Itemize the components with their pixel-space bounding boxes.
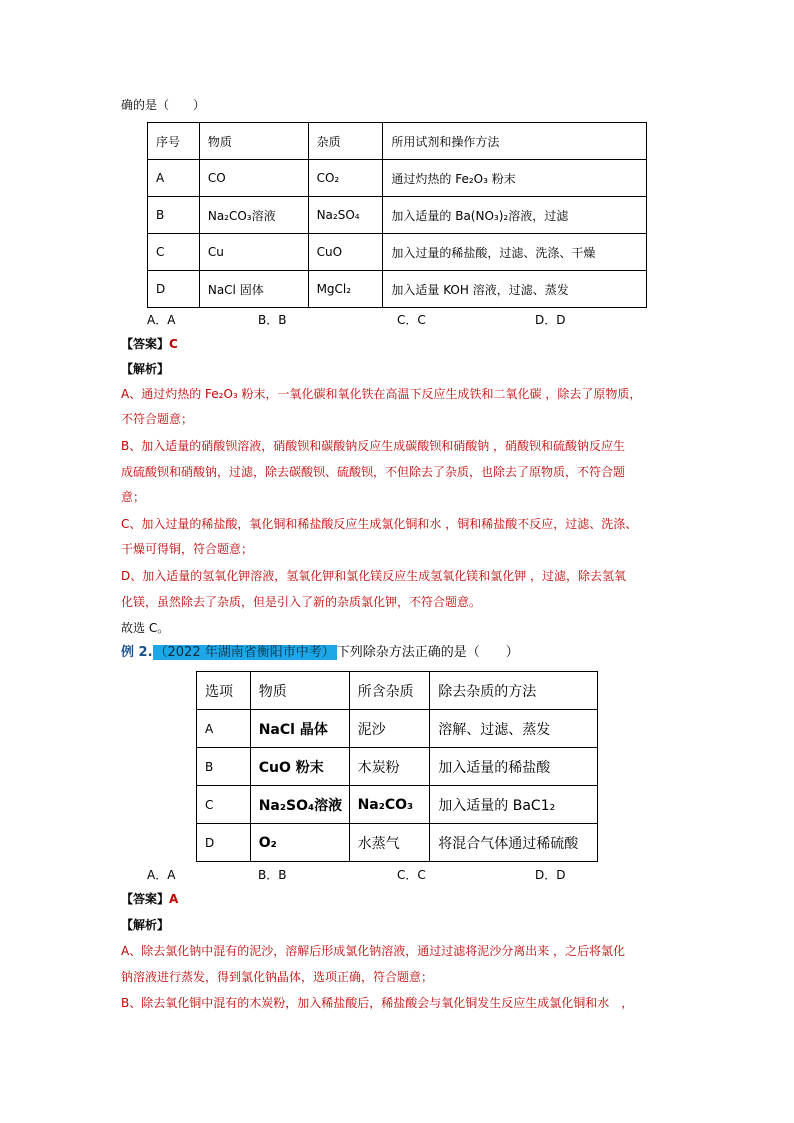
table-cell: Na₂SO₄ <box>308 197 383 234</box>
q2-answer <box>121 891 178 907</box>
table-cell: MgCl₂ <box>308 271 383 308</box>
analysis-line: 成硫酸钡和硝酸钠，过滤，除去碳酸钡、硫酸钡，不但除去了杂质，也除去了原物质，不符合题 <box>121 465 626 479</box>
q2-stem: 下列除杂方法正确的是（ ） <box>336 645 519 660</box>
table-row <box>148 160 647 197</box>
table-header-row <box>148 123 647 160</box>
table-cell: 水蒸气 <box>349 824 430 862</box>
table-cell: NaCl 晶体 <box>250 710 349 748</box>
q1-option-a: A．A <box>147 313 176 327</box>
q2-table <box>196 671 598 862</box>
table-row <box>197 710 598 748</box>
table-header-row <box>197 672 598 710</box>
q2-option-d: D．D <box>535 868 566 882</box>
table-cell: B <box>148 197 200 234</box>
q1-option-b: B．B <box>258 313 287 327</box>
table-cell: D <box>148 271 200 308</box>
table-cell: 加入适量的稀盐酸 <box>430 748 598 786</box>
table-cell: 泥沙 <box>349 710 430 748</box>
q1-option-d: D．D <box>535 313 566 327</box>
table-row <box>148 271 647 308</box>
table-header-cell: 物质 <box>199 123 308 160</box>
table-cell: C <box>197 786 251 824</box>
analysis-line: B、加入适量的硝酸钡溶液，硝酸钡和碳酸钠反应生成碳酸钡和硝酸钠 ，硝酸钡和硫酸钠反应生 <box>121 439 626 453</box>
table-cell: CuO <box>308 234 383 271</box>
q1-option-c: C．C <box>397 313 426 327</box>
analysis-line: B、除去氧化铜中混有的木炭粉，加入稀盐酸后，稀盐酸会与氧化铜发生反应生成氯化铜和水 ， <box>121 996 634 1010</box>
table-cell: A <box>197 710 251 748</box>
table-header-cell: 物质 <box>250 672 349 710</box>
table-cell: 溶解、过滤、蒸发 <box>430 710 598 748</box>
table-header-cell: 除去杂质的方法 <box>430 672 598 710</box>
q2-heading <box>121 645 519 661</box>
table-cell: C <box>148 234 200 271</box>
table-cell: B <box>197 748 251 786</box>
table-cell: 加入适量的 BaC1₂ <box>430 786 598 824</box>
table-header-cell: 所用试剂和操作方法 <box>383 123 647 160</box>
answer-label: 【答案】 <box>121 337 170 351</box>
q1-answer <box>121 336 178 352</box>
table-cell: Cu <box>199 234 308 271</box>
analysis-line: 钠溶液进行蒸发，得到氯化钠晶体，选项正确，符合题意； <box>121 970 434 984</box>
table-cell: CuO 粉末 <box>250 748 349 786</box>
q1-conclusion: 故选 C。 <box>121 621 170 635</box>
table-cell: NaCl 固体 <box>199 271 308 308</box>
answer-value: A <box>169 892 179 906</box>
table-row <box>197 786 598 824</box>
answer-value: C <box>169 337 178 351</box>
table-header-cell: 所含杂质 <box>349 672 430 710</box>
q2-label: 例 2. <box>121 645 153 660</box>
table-cell: Na₂CO₃ <box>349 786 430 824</box>
analysis-line: 干燥可得铜，符合题意； <box>121 542 254 556</box>
table-cell: 加入适量的 Ba(NO₃)₂溶液，过滤 <box>383 197 647 234</box>
table-cell: CO₂ <box>308 160 383 197</box>
table-cell: A <box>148 160 200 197</box>
q2-option-a: A．A <box>147 868 176 882</box>
analysis-line: A、通过灼热的 Fe₂O₃ 粉末，一氧化碳和氧化铁在高温下反应生成铁和二氧化碳 ，除去了原物质， <box>121 387 642 401</box>
table-row <box>197 748 598 786</box>
q1-stem: 确的是（ ） <box>121 98 206 112</box>
q2-analysis-label: 【解析】 <box>121 918 170 932</box>
table-cell: 加入适量 KOH 溶液，过滤、蒸发 <box>383 271 647 308</box>
analysis-line: 意； <box>121 490 146 504</box>
q2-source-highlight: （2022 年湖南省衡阳市中考） <box>154 645 335 660</box>
table-cell: 通过灼热的 Fe₂O₃ 粉末 <box>383 160 647 197</box>
answer-label: 【答案】 <box>121 892 170 906</box>
table-cell: 加入过量的稀盐酸，过滤、洗涤、干燥 <box>383 234 647 271</box>
table-cell: D <box>197 824 251 862</box>
analysis-line: C、加入过量的稀盐酸，氧化铜和稀盐酸反应生成氯化铜和水 ，铜和稀盐酸不反应，过滤、洗涤、 <box>121 517 638 531</box>
table-cell: 木炭粉 <box>349 748 430 786</box>
table-cell: Na₂CO₃溶液 <box>199 197 308 234</box>
table-header-cell: 序号 <box>148 123 200 160</box>
table-row <box>197 824 598 862</box>
analysis-line: 不符合题意； <box>121 412 194 426</box>
analysis-line: 化镁，虽然除去了杂质，但是引入了新的杂质氯化钾，不符合题意。 <box>121 595 482 609</box>
analysis-line: D、加入适量的氢氧化钾溶液，氢氧化钾和氯化镁反应生成氢氧化镁和氯化钾 ，过滤，除去氢氧 <box>121 569 627 583</box>
q2-option-c: C．C <box>397 868 426 882</box>
q1-analysis-label: 【解析】 <box>121 362 170 376</box>
q1-table <box>147 122 647 308</box>
table-cell: Na₂SO₄溶液 <box>250 786 349 824</box>
table-cell: 将混合气体通过稀硫酸 <box>430 824 598 862</box>
table-header-cell: 杂质 <box>308 123 383 160</box>
q2-option-b: B．B <box>258 868 287 882</box>
table-row <box>148 197 647 234</box>
table-cell: O₂ <box>250 824 349 862</box>
analysis-line: A、除去氯化钠中混有的泥沙，溶解后形成氯化钠溶液，通过过滤将泥沙分离出来 ，之后将氯化 <box>121 944 626 958</box>
table-header-cell: 选项 <box>197 672 251 710</box>
table-cell: CO <box>199 160 308 197</box>
table-row <box>148 234 647 271</box>
